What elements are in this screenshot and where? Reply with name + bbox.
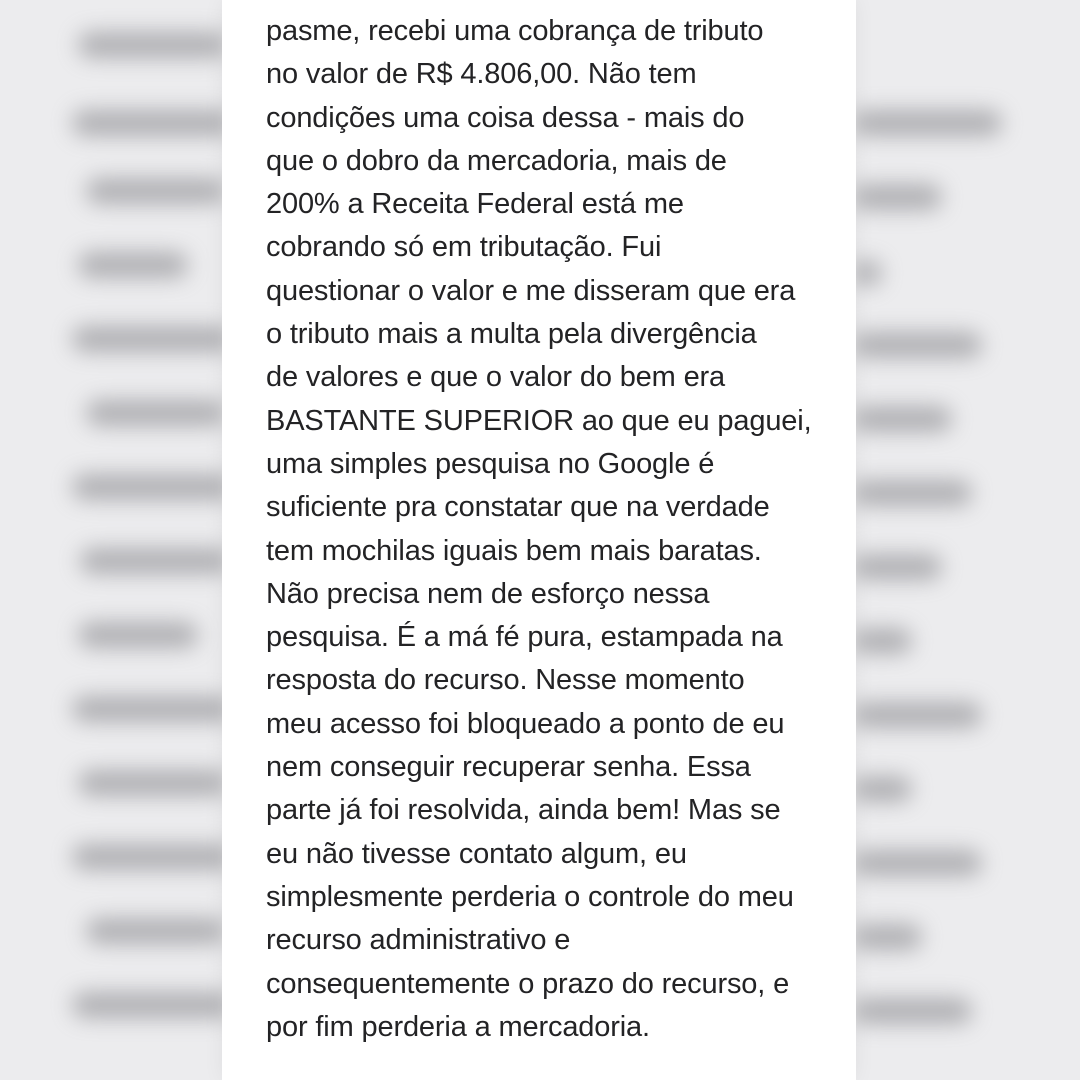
blurred-text-bar bbox=[852, 260, 882, 286]
blurred-text-bar bbox=[852, 554, 942, 580]
message-line: Não precisa nem de esforço nessa bbox=[266, 577, 710, 610]
blurred-text-bar bbox=[86, 400, 226, 426]
message-line: de valores e que o valor do bem era bbox=[266, 361, 726, 394]
blurred-text-bar bbox=[78, 32, 228, 58]
message-line: uma simples pesquisa no Google é bbox=[266, 447, 715, 480]
message-line: no valor de R$ 4.806,00. Não tem bbox=[266, 58, 697, 91]
blurred-text-bar bbox=[852, 110, 1002, 136]
message-line: nem conseguir recuperar senha. Essa bbox=[266, 751, 751, 784]
blurred-text-bar bbox=[80, 548, 230, 574]
message-line: condições uma coisa dessa - mais do bbox=[266, 101, 745, 134]
blurred-text-bar bbox=[86, 178, 226, 204]
message-line: pasme, recebi uma cobrança de tributo bbox=[266, 15, 764, 47]
message-line: pesquisa. É a má fé pura, estampada na bbox=[266, 621, 783, 654]
message-line: resposta do recurso. Nesse momento bbox=[266, 664, 745, 697]
message-line: parte já foi resolvida, ainda bem! Mas se bbox=[266, 794, 781, 827]
blurred-text-bar bbox=[78, 252, 188, 278]
blurred-text-bar bbox=[852, 850, 982, 876]
message-line: 200% a Receita Federal está me bbox=[266, 188, 684, 221]
blurred-text-bar bbox=[78, 770, 228, 796]
message-line: recurso administrativo e bbox=[266, 924, 571, 957]
blurred-text-bar bbox=[72, 844, 232, 870]
blurred-text-bar bbox=[72, 474, 232, 500]
message-line: tem mochilas iguais bem mais baratas. bbox=[266, 534, 762, 567]
blurred-text-bar bbox=[852, 776, 912, 802]
blurred-text-bar bbox=[852, 184, 942, 210]
message-line: BASTANTE SUPERIOR ao que eu paguei, bbox=[266, 404, 812, 437]
blurred-text-bar bbox=[852, 406, 952, 432]
blurred-text-bar bbox=[72, 992, 232, 1018]
message-line: cobrando só em tributação. Fui bbox=[266, 231, 662, 264]
blurred-text-bar bbox=[72, 110, 232, 136]
message-line: simplesmente perderia o controle do meu bbox=[266, 880, 794, 913]
message-body bbox=[266, 10, 826, 1049]
message-line: suficiente pra constatar que na verdade bbox=[266, 491, 770, 524]
message-line: por fim perderia a mercadoria. bbox=[266, 1010, 650, 1043]
message-line: meu acesso foi bloqueado a ponto de eu bbox=[266, 707, 785, 740]
message-line: questionar o valor e me disseram que era bbox=[266, 274, 796, 307]
blurred-text-bar bbox=[852, 480, 972, 506]
blurred-text-bar bbox=[72, 696, 232, 722]
message-line: consequentemente o prazo do recurso, e bbox=[266, 967, 790, 1000]
blurred-text-bar bbox=[852, 332, 982, 358]
blurred-text-bar bbox=[852, 924, 922, 950]
blurred-text-bar bbox=[72, 326, 232, 352]
message-line: eu não tivesse contato algum, eu bbox=[266, 837, 687, 870]
blurred-text-bar bbox=[852, 628, 912, 654]
blurred-text-bar bbox=[78, 622, 198, 648]
blurred-text-bar bbox=[852, 998, 972, 1024]
blurred-text-bar bbox=[86, 918, 226, 944]
message-line: o tributo mais a multa pela divergência bbox=[266, 318, 757, 351]
message-line: que o dobro da mercadoria, mais de bbox=[266, 144, 727, 177]
blurred-text-bar bbox=[852, 702, 982, 728]
